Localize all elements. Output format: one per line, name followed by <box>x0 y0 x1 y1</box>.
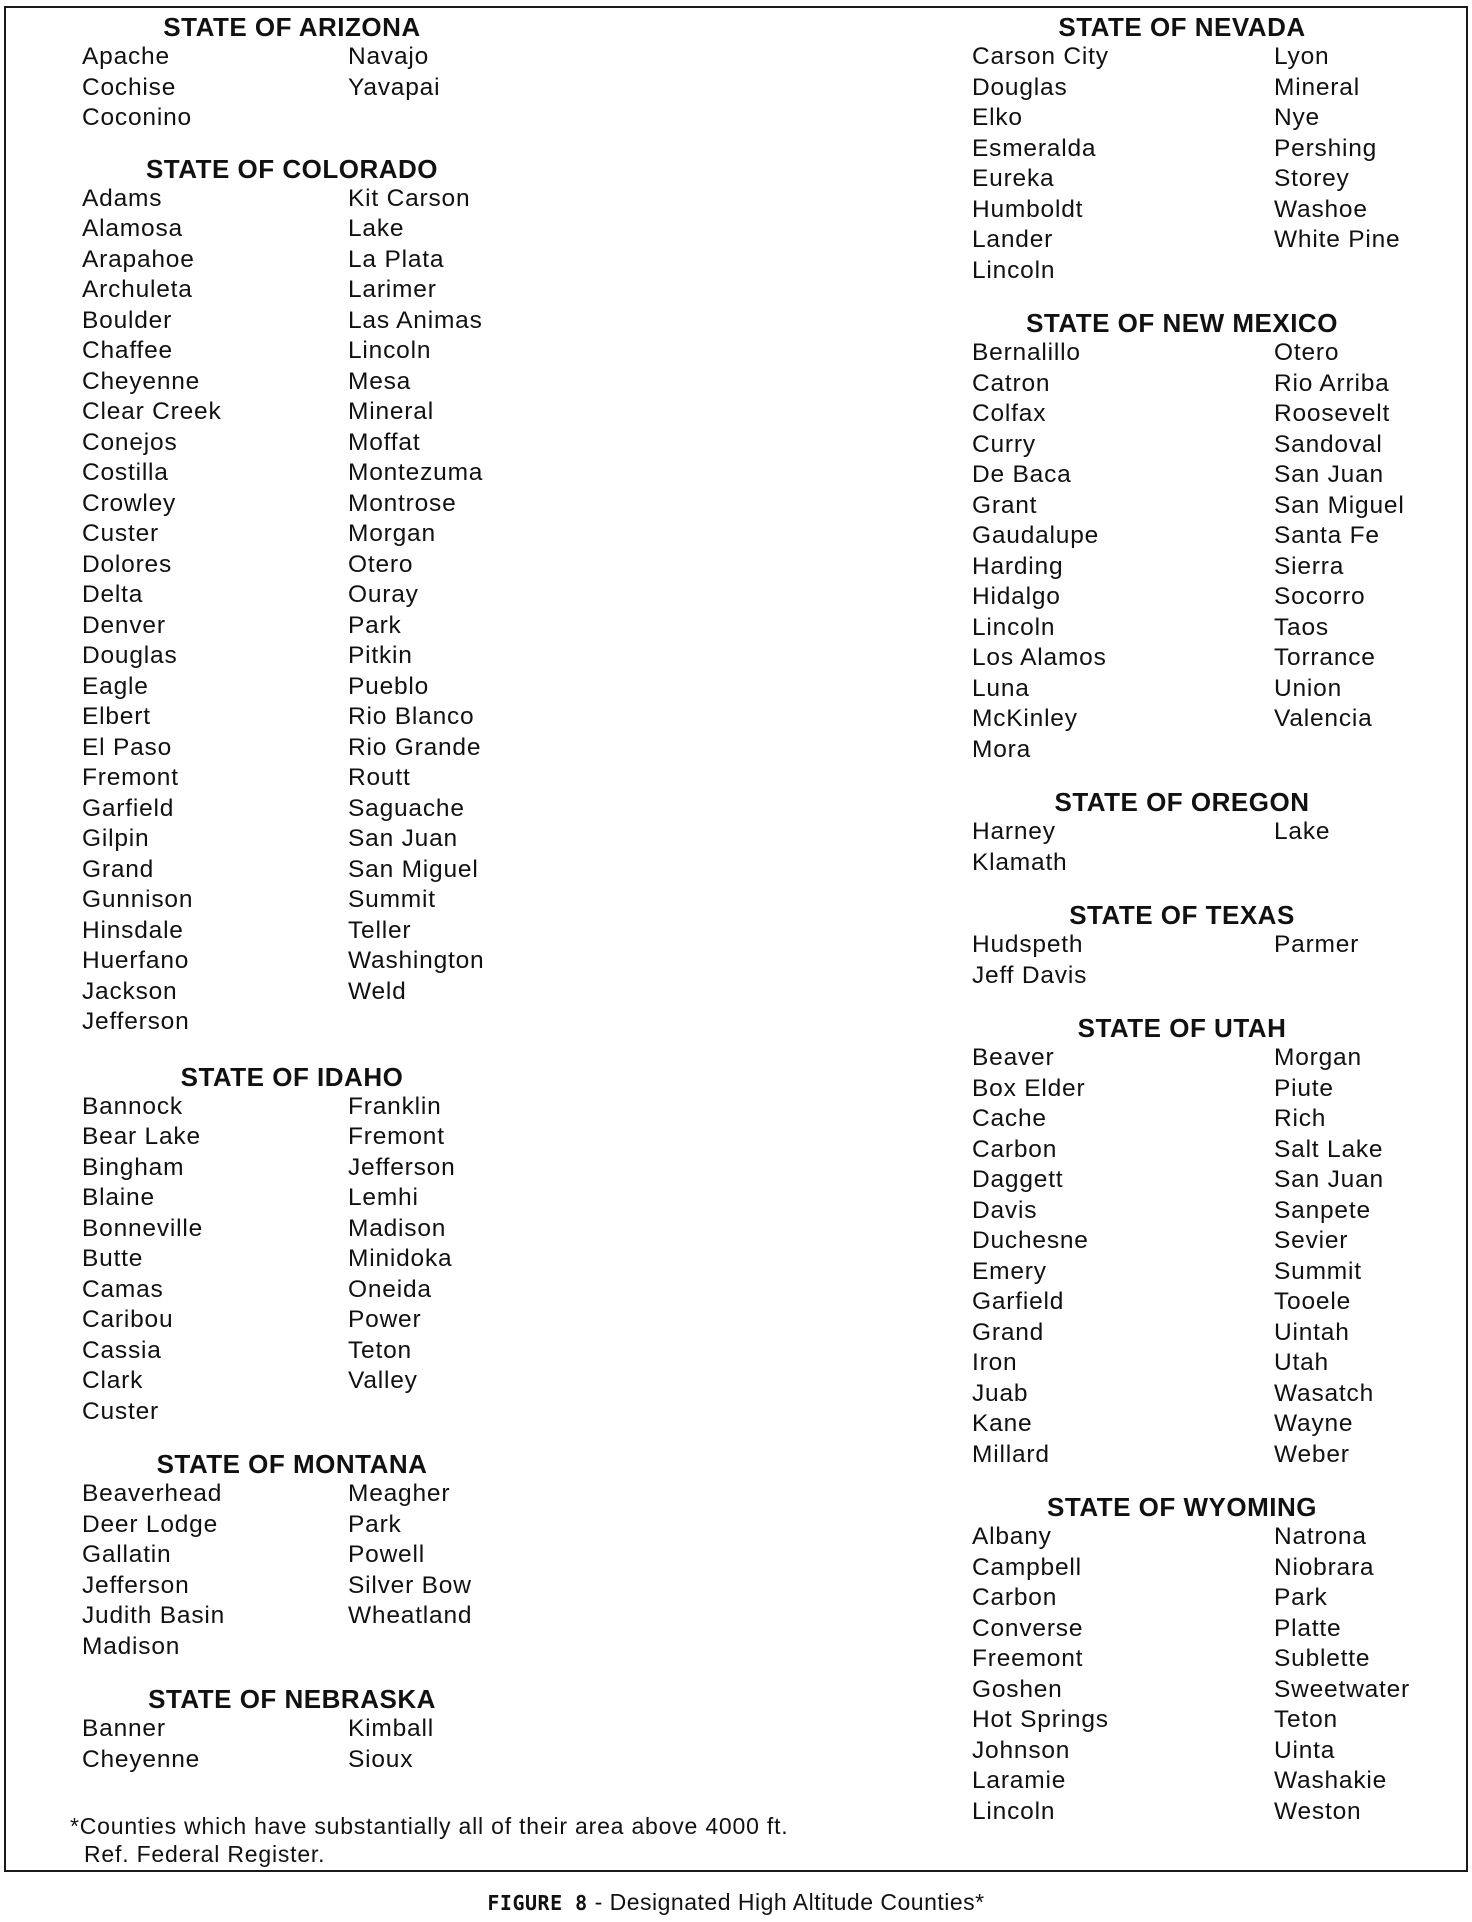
county-name: Lemhi <box>348 1184 419 1211</box>
county-name: Douglas <box>972 73 1068 101</box>
county-name: Custer <box>82 520 159 547</box>
state-heading: STATE OF NEW MEXICO <box>1026 308 1338 338</box>
figure-title: - Designated High Altitude Counties* <box>587 1889 985 1915</box>
county-name: Weston <box>1274 1797 1362 1825</box>
county-name: Fremont <box>82 764 179 791</box>
county-name: Garfield <box>82 794 175 822</box>
state-heading: STATE OF TEXAS <box>1069 900 1295 930</box>
county-name: Power <box>348 1306 422 1333</box>
state-heading: STATE OF WYOMING <box>1047 1492 1317 1522</box>
state-heading: STATE OF NEBRASKA <box>148 1684 436 1714</box>
county-name: Costilla <box>82 459 169 486</box>
county-name: Rio Arriba <box>1274 369 1390 397</box>
county-name: Park <box>348 611 402 639</box>
county-name: Platte <box>1274 1614 1342 1642</box>
county-name: Carson City <box>972 43 1109 70</box>
county-name: Piute <box>1274 1074 1334 1102</box>
county-list <box>972 817 1432 878</box>
county-name: Box Elder <box>972 1074 1086 1102</box>
county-name: Bear Lake <box>82 1123 201 1150</box>
county-name: Laramie <box>972 1767 1067 1794</box>
county-name: Otero <box>1274 339 1340 366</box>
county-name: Kimball <box>348 1715 434 1742</box>
county-name: Saguache <box>348 794 465 822</box>
county-list <box>82 1714 502 1775</box>
county-name: Sierra <box>1274 552 1345 580</box>
county-name: Catron <box>972 369 1051 397</box>
county-name: Camas <box>82 1275 164 1303</box>
county-name: Storey <box>1274 165 1350 192</box>
county-name: Minidoka <box>348 1245 453 1272</box>
right-column <box>972 12 1432 1827</box>
county-name: Cochise <box>82 73 177 101</box>
county-list <box>972 338 1432 765</box>
county-list <box>972 42 1432 286</box>
county-name: San Miguel <box>348 855 479 883</box>
county-name: Sanpete <box>1274 1196 1371 1224</box>
county-name: Archuleta <box>82 276 193 303</box>
county-name: Navajo <box>348 43 430 70</box>
county-name: Gaudalupe <box>972 522 1100 549</box>
county-name: Washoe <box>1274 195 1368 223</box>
county-name: Valencia <box>1274 705 1373 732</box>
county-name: Hidalgo <box>972 583 1061 610</box>
county-name: Beaverhead <box>82 1480 223 1507</box>
county-name: Pershing <box>1274 134 1378 162</box>
county-list <box>972 1043 1432 1470</box>
left-column <box>82 12 502 1775</box>
county-list <box>972 1522 1432 1827</box>
county-name: Deer Lodge <box>82 1510 219 1538</box>
county-name: Utah <box>1274 1349 1329 1376</box>
county-name: Summit <box>1274 1257 1362 1285</box>
state-section <box>82 1449 502 1662</box>
county-name: Lincoln <box>348 337 432 364</box>
county-name: Hudspeth <box>972 931 1084 958</box>
state-section <box>972 308 1432 765</box>
county-name: Bannock <box>82 1092 183 1120</box>
county-name: Colfax <box>972 400 1047 427</box>
county-name: Garfield <box>972 1288 1065 1315</box>
county-name: Conejos <box>82 428 178 456</box>
county-name: Weld <box>348 977 407 1005</box>
state-section <box>82 12 502 134</box>
footnote-line-1: *Counties which have substantially all of their area above 4000 ft. <box>70 1813 789 1839</box>
county-name: Mesa <box>348 367 412 395</box>
county-name: Custer <box>82 1397 159 1425</box>
county-name: Valley <box>348 1367 418 1394</box>
county-name: Niobrara <box>1274 1553 1375 1581</box>
county-name: Denver <box>82 611 166 639</box>
county-name: Banner <box>82 1715 166 1742</box>
county-name: Montrose <box>348 489 457 517</box>
county-name: Moffat <box>348 428 421 456</box>
county-name: Jefferson <box>348 1153 456 1181</box>
county-name: Uintah <box>1274 1318 1350 1346</box>
county-name: Grant <box>972 491 1038 519</box>
county-name: Jefferson <box>82 1008 190 1035</box>
county-name: Beaver <box>972 1044 1055 1071</box>
county-name: Curry <box>972 430 1036 458</box>
county-name: Routt <box>348 764 411 791</box>
state-section <box>972 787 1432 878</box>
county-name: Jackson <box>82 977 178 1005</box>
county-name: Lake <box>348 215 405 242</box>
county-name: Blaine <box>82 1184 155 1211</box>
county-name: Lincoln <box>972 1797 1056 1825</box>
county-name: Huerfano <box>82 947 190 974</box>
county-name: Adams <box>82 184 163 212</box>
county-name: Eureka <box>972 165 1055 192</box>
footnote-line-2: Ref. Federal Register. <box>84 1841 326 1867</box>
county-name: Clark <box>82 1367 144 1394</box>
state-heading: STATE OF OREGON <box>1054 787 1310 817</box>
county-name: Taos <box>1274 613 1329 641</box>
county-name: Fremont <box>348 1123 445 1150</box>
county-name: Lincoln <box>972 256 1056 284</box>
county-name: Coconino <box>82 104 192 131</box>
county-name: Albany <box>972 1523 1052 1550</box>
county-name: Lake <box>1274 818 1331 845</box>
county-name: Crowley <box>82 489 177 517</box>
county-name: Wasatch <box>1274 1379 1374 1407</box>
county-name: Park <box>1274 1584 1328 1611</box>
county-name: Washakie <box>1274 1767 1388 1794</box>
county-list <box>972 930 1432 991</box>
state-heading: STATE OF ARIZONA <box>163 12 421 42</box>
county-name: Mineral <box>348 398 434 425</box>
county-name: Grand <box>972 1318 1045 1346</box>
state-heading: STATE OF IDAHO <box>180 1061 404 1092</box>
county-name: Las Animas <box>348 306 483 334</box>
county-name: Kit Carson <box>348 184 471 212</box>
county-name: Hot Springs <box>972 1706 1109 1733</box>
figure-caption <box>0 1889 1472 1916</box>
county-name: Davis <box>972 1196 1038 1224</box>
county-name: Cheyenne <box>82 367 201 395</box>
county-name: Humboldt <box>972 195 1084 223</box>
county-name: Jeff Davis <box>972 961 1088 989</box>
county-name: Johnson <box>972 1736 1071 1764</box>
county-name: Cheyenne <box>82 1745 201 1773</box>
state-section <box>972 12 1432 286</box>
state-section <box>82 1684 502 1775</box>
county-name: Larimer <box>348 276 437 303</box>
county-name: Madison <box>348 1214 447 1242</box>
county-name: Alamosa <box>82 215 183 242</box>
county-name: Bonneville <box>82 1214 204 1242</box>
county-name: White Pine <box>1274 226 1401 253</box>
state-section <box>82 1062 502 1428</box>
county-name: Oneida <box>348 1275 432 1303</box>
state-section <box>972 1492 1432 1827</box>
county-name: Carbon <box>972 1584 1058 1611</box>
county-name: Harding <box>972 552 1064 580</box>
county-list <box>82 1092 502 1428</box>
county-name: Juab <box>972 1379 1029 1407</box>
county-name: Uinta <box>1274 1736 1336 1764</box>
state-section <box>972 1013 1432 1470</box>
county-name: Pueblo <box>348 672 430 700</box>
county-name: Wheatland <box>348 1602 473 1629</box>
state-section <box>82 154 502 1038</box>
county-name: Pitkin <box>348 642 413 669</box>
state-heading: STATE OF NEVADA <box>1058 12 1306 42</box>
county-name: Sevier <box>1274 1227 1349 1254</box>
county-name: Morgan <box>1274 1044 1362 1071</box>
county-name: Mora <box>972 735 1032 763</box>
county-name: Natrona <box>1274 1523 1367 1550</box>
county-name: Teton <box>1274 1706 1338 1733</box>
county-name: Santa Fe <box>1274 522 1380 549</box>
county-name: Harney <box>972 818 1056 845</box>
county-name: Elbert <box>82 703 151 730</box>
county-name: Ouray <box>348 581 419 608</box>
county-name: Dolores <box>82 550 173 578</box>
county-name: Cache <box>972 1105 1047 1132</box>
county-name: Judith Basin <box>82 1602 226 1629</box>
county-name: Carbon <box>972 1135 1058 1163</box>
county-name: Goshen <box>972 1675 1063 1703</box>
county-name: Delta <box>82 581 144 608</box>
county-name: Nye <box>1274 104 1320 131</box>
county-name: Franklin <box>348 1092 442 1120</box>
county-name: Hinsdale <box>82 916 184 944</box>
county-name: Morgan <box>348 520 436 547</box>
footnote <box>70 1812 788 1868</box>
county-name: El Paso <box>82 733 173 761</box>
county-name: La Plata <box>348 245 445 273</box>
county-name: Yavapai <box>348 73 441 101</box>
county-name: Meagher <box>348 1480 451 1507</box>
county-name: Jefferson <box>82 1571 190 1599</box>
county-name: Park <box>348 1510 402 1538</box>
county-name: Teller <box>348 916 412 944</box>
county-name: Esmeralda <box>972 134 1097 162</box>
county-name: Madison <box>82 1632 181 1660</box>
county-name: Montezuma <box>348 459 484 486</box>
county-name: San Juan <box>1274 461 1384 488</box>
county-name: Powell <box>348 1541 425 1568</box>
county-name: Sioux <box>348 1745 414 1773</box>
county-name: Duchesne <box>972 1227 1089 1254</box>
county-name: Union <box>1274 674 1343 702</box>
county-name: Rio Blanco <box>348 703 475 730</box>
county-name: Sweetwater <box>1274 1675 1411 1703</box>
county-name: Clear Creek <box>82 398 222 425</box>
county-name: Socorro <box>1274 583 1366 610</box>
county-name: Grand <box>82 855 155 883</box>
county-name: Silver Bow <box>348 1571 472 1599</box>
county-name: Lander <box>972 226 1054 253</box>
state-heading: STATE OF UTAH <box>1077 1013 1287 1043</box>
county-name: Eagle <box>82 672 149 700</box>
county-name: Salt Lake <box>1274 1135 1384 1163</box>
county-name: Elko <box>972 104 1023 131</box>
county-name: San Miguel <box>1274 491 1405 519</box>
county-name: Sandoval <box>1274 430 1383 458</box>
county-name: Summit <box>348 886 436 913</box>
county-name: Rio Grande <box>348 733 482 761</box>
county-name: Cassia <box>82 1336 162 1364</box>
county-name: Los Alamos <box>972 644 1107 671</box>
county-name: Boulder <box>82 306 173 334</box>
county-name: San Juan <box>348 825 458 852</box>
page-frame <box>4 6 1468 1872</box>
county-name: De Baca <box>972 461 1072 488</box>
county-name: Chaffee <box>82 337 173 364</box>
county-name: Freemont <box>972 1645 1084 1672</box>
county-name: Campbell <box>972 1553 1082 1581</box>
county-name: Wayne <box>1274 1410 1354 1437</box>
county-name: Caribou <box>82 1306 174 1333</box>
figure-number: FIGURE 8 <box>487 1891 588 1915</box>
county-name: Lyon <box>1274 43 1330 70</box>
county-name: Butte <box>82 1245 144 1272</box>
state-heading: STATE OF COLORADO <box>145 153 439 184</box>
county-name: Douglas <box>82 642 178 669</box>
county-name: Bernalillo <box>972 339 1081 366</box>
county-name: Arapahoe <box>82 245 195 273</box>
county-name: Apache <box>82 43 170 70</box>
county-name: Klamath <box>972 848 1068 876</box>
county-name: Washington <box>348 947 485 974</box>
county-name: Gallatin <box>82 1541 172 1568</box>
state-heading: STATE OF MONTANA <box>156 1449 428 1479</box>
county-name: Daggett <box>972 1166 1064 1193</box>
county-name: Gilpin <box>82 825 150 852</box>
county-list <box>82 184 502 1038</box>
county-name: Converse <box>972 1614 1084 1642</box>
county-name: Bingham <box>82 1153 185 1181</box>
county-list <box>82 42 502 134</box>
state-section <box>972 900 1432 991</box>
county-name: Iron <box>972 1349 1018 1376</box>
county-name: Tooele <box>1274 1288 1351 1315</box>
county-name: Gunnison <box>82 886 194 913</box>
county-name: Torrance <box>1274 644 1376 671</box>
county-name: Rich <box>1274 1105 1327 1132</box>
county-name: Weber <box>1274 1440 1350 1468</box>
county-name: Emery <box>972 1257 1047 1285</box>
county-name: Millard <box>972 1440 1050 1468</box>
county-name: Teton <box>348 1336 412 1364</box>
county-name: Otero <box>348 550 414 578</box>
county-name: Kane <box>972 1410 1033 1437</box>
county-list <box>82 1479 502 1662</box>
county-name: Sublette <box>1274 1645 1371 1672</box>
county-name: San Juan <box>1274 1166 1384 1193</box>
county-name: McKinley <box>972 705 1078 732</box>
county-name: Parmer <box>1274 931 1360 958</box>
county-name: Lincoln <box>972 613 1056 641</box>
county-name: Mineral <box>1274 73 1360 101</box>
county-name: Roosevelt <box>1274 400 1391 427</box>
county-name: Luna <box>972 674 1030 702</box>
